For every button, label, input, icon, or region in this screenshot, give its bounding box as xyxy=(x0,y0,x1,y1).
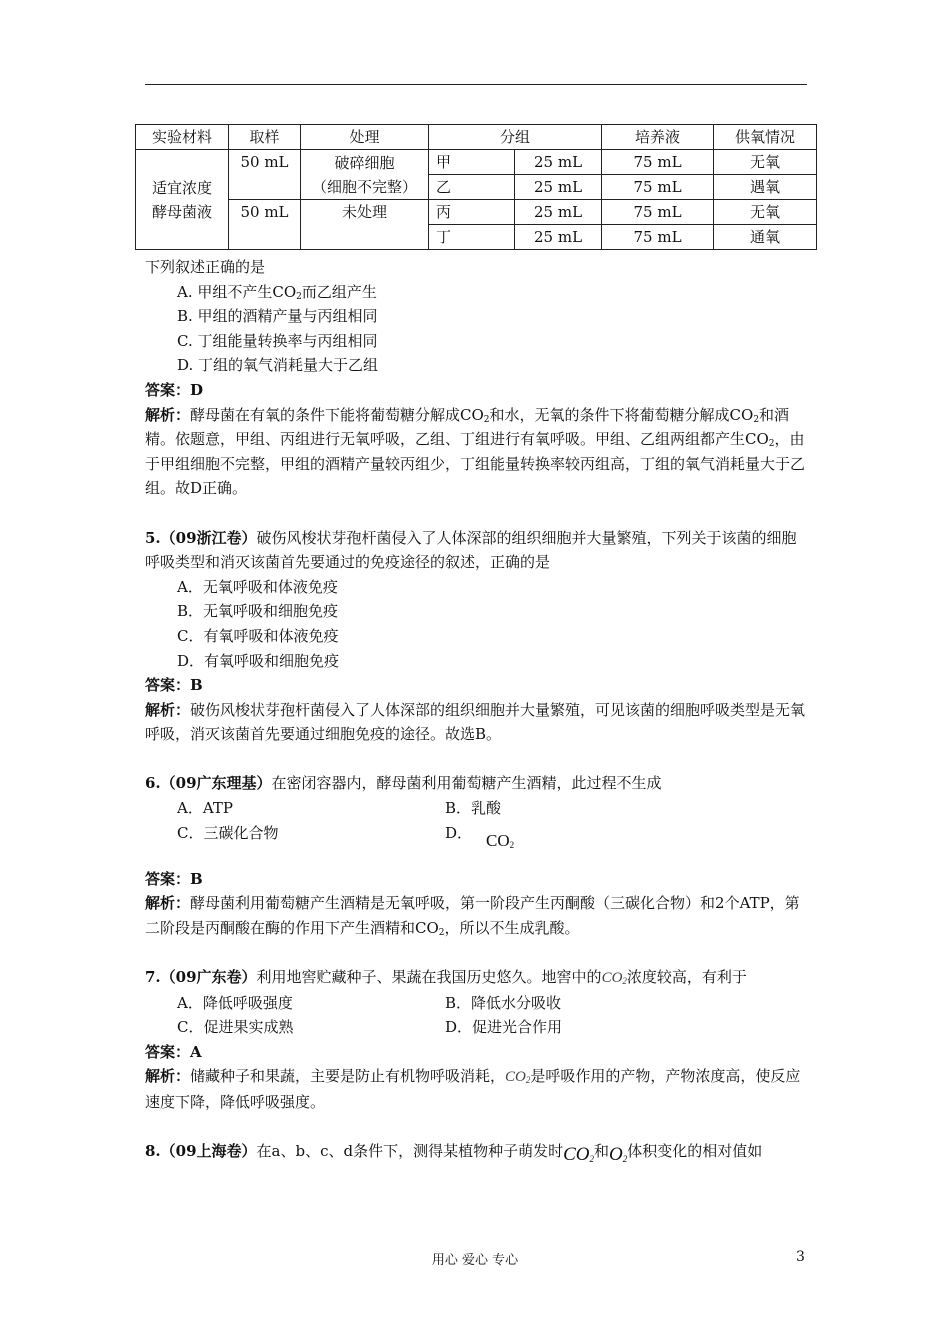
option-d: D．有氧呼吸和细胞免疫 xyxy=(177,651,340,670)
oxygen-cell: 无氧 xyxy=(714,150,817,175)
header-cell: 供氧情况 xyxy=(714,125,817,150)
medium-cell: 75 mL xyxy=(602,175,714,200)
treatment-cell: 未处理 xyxy=(301,200,429,250)
medium-cell: 75 mL xyxy=(602,200,714,225)
table-header-row xyxy=(136,125,817,150)
option-d: D．促进光合作用 xyxy=(445,1018,563,1037)
option-a: A．ATP xyxy=(177,799,233,818)
volume-cell: 25 mL xyxy=(515,175,602,200)
option-b: B．乳酸 xyxy=(445,799,502,818)
option-c: C．三碳化合物 xyxy=(177,823,279,842)
options-row xyxy=(145,1015,810,1040)
oxygen-cell: 无氧 xyxy=(714,200,817,225)
group-cell: 丙 xyxy=(429,200,515,225)
option-a: A．无氧呼吸和体液免疫 xyxy=(177,577,338,596)
option-b: B．无氧呼吸和细胞免疫 xyxy=(177,602,339,621)
volume-cell: 25 mL xyxy=(515,225,602,250)
medium-cell: 75 mL xyxy=(602,225,714,250)
header-cell: 培养液 xyxy=(602,125,714,150)
question-7: 7.（09广东卷）利用地窖贮藏种子、果蔬在我国历史悠久。地窖中的$CO_2$浓度较高，有利于 xyxy=(145,968,747,987)
question-5: 5.（09浙江卷）破伤风梭状芽孢杆菌侵入了人体深部的组织细胞并大量繁殖，下列关于该菌的细胞呼吸类型和消灭该菌首先要通过的免疫途径的叙述，正确的是 xyxy=(145,528,797,572)
experiment-table xyxy=(135,124,817,250)
option-c: C. 丁组能量转换率与丙组相同 xyxy=(177,331,378,350)
option-d: D. 丁组的氧气消耗量大于乙组 xyxy=(177,356,379,375)
document-body xyxy=(145,255,810,1164)
sample-cell: 50 mL xyxy=(229,200,301,250)
option-b: B. 甲组的酒精产量与丙组相同 xyxy=(177,307,378,326)
question-stem: 下列叙述正确的是 xyxy=(145,258,266,276)
analysis: 解析：破伤风梭状芽孢杆菌侵入了人体深部的组织细胞并大量繁殖，可见该菌的细胞呼吸类型是无氧呼吸，消灭该菌首先要通过细胞免疫的途径。故选B。 xyxy=(145,700,806,744)
table-row xyxy=(136,150,817,175)
question-6: 6.（09广东理基）在密闭容器内，酵母菌利用葡萄糖产生酒精，此过程不生成 xyxy=(145,774,662,793)
option-c: C．促进果实成熟 xyxy=(177,1018,294,1037)
header-cell: 取样 xyxy=(229,125,301,150)
option-b: B．降低水分吸收 xyxy=(445,993,562,1012)
options-row xyxy=(145,991,810,1016)
group-cell: 丁 xyxy=(429,225,515,250)
option-c: C．有氧呼吸和体液免疫 xyxy=(177,626,339,645)
table-row xyxy=(136,200,817,225)
option-a: A．降低呼吸强度 xyxy=(177,993,293,1012)
treatment-cell: 破碎细胞 （细胞不完整） xyxy=(301,150,429,200)
volume-cell: 25 mL xyxy=(515,150,602,175)
page-footer: 用心 爱心 专心 xyxy=(431,1253,519,1268)
header-rule xyxy=(145,84,807,85)
option-a: A. 甲组不产生$CO_2$而乙组产生 xyxy=(177,282,377,302)
material-cell: 适宜浓度 酵母菌液 xyxy=(136,150,229,250)
group-cell: 乙 xyxy=(429,175,515,200)
analysis: 解析：酵母菌利用葡萄糖产生酒精是无氧呼吸，第一阶段产生丙酮酸（三碳化合物）和2个ATP，第二阶段是丙酮酸在酶的作用下产生酒精和$CO_2$，所以不生成乳酸。 xyxy=(145,894,800,938)
volume-cell: 25 mL xyxy=(515,200,602,225)
oxygen-cell: 遇氧 xyxy=(714,175,817,200)
sample-cell: 50 mL xyxy=(229,150,301,200)
analysis: 解析：储藏种子和果蔬，主要是防止有机物呼吸消耗，$CO_2$是呼吸作用的产物，产物浓度高，使反应速度下降，降低呼吸强度。 xyxy=(145,1067,801,1111)
analysis: 解析：酵母菌在有氧的条件下能将葡萄糖分解成$CO_2$和水，无氧的条件下将葡萄糖分解成$CO_2$和酒精。依题意，甲组、丙组进行无氧呼吸，乙组、丁组进行有氧呼吸。甲组、乙组两组都产生$CO_2$，由于甲组细胞不完整，甲组的酒精产量较丙组少，丁组能量转换率较丙组高，丁组的氧气消耗量大于乙组。故D正确。 xyxy=(145,405,806,498)
page-number: 3 xyxy=(796,1249,805,1265)
answer: 答案：D xyxy=(145,380,204,399)
header-cell: 实验材料 xyxy=(136,125,229,150)
oxygen-cell: 通氧 xyxy=(714,225,817,250)
question-8: 8.（09上海卷）在a、b、c、d条件下，测得某植物种子萌发时$CO_2$和$O_2$体积变化的相对值如 xyxy=(145,1142,763,1166)
option-d: D． $CO_2$ xyxy=(445,823,515,850)
options-row xyxy=(145,796,810,821)
medium-cell: 75 mL xyxy=(602,150,714,175)
group-cell: 甲 xyxy=(429,150,515,175)
answer: 答案：B xyxy=(145,676,203,695)
header-cell: 分组 xyxy=(429,125,602,150)
answer: 答案：B xyxy=(145,869,203,888)
options-row xyxy=(145,821,810,867)
header-cell: 处理 xyxy=(301,125,429,150)
answer: 答案：A xyxy=(145,1042,202,1061)
